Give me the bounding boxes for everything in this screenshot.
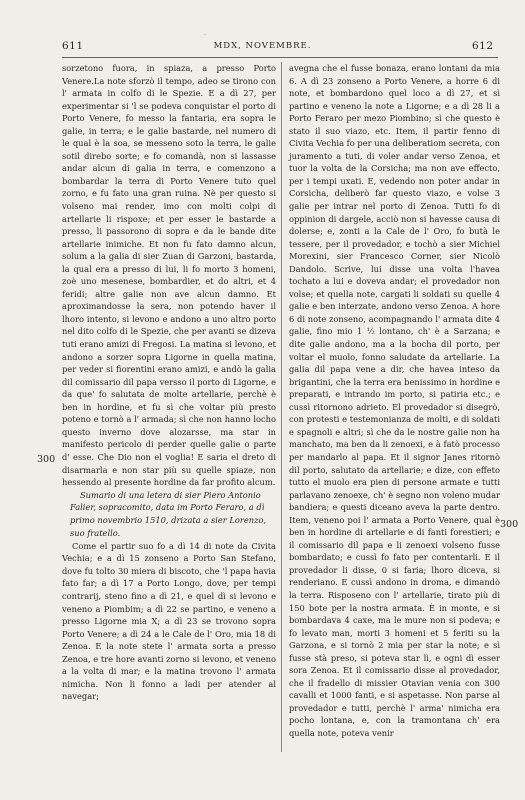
paragraph: Come el partir suo fo a dì 14 di note da Civita Vechia; e a dì 15 zonseno a Porto San Stefano, dove fu tolto 30 miera di biscoto, che 'l papa havia fato far; a dì 17 a Porto Longo, dove, per tempi contrarij, steno fino a dì 21, e quel dì si levono e veneno a Piombim; a dì 22 se partino, e veneno a presso Ligorne mia X; a dì 23 se trovono sopra Porto Venere; a dì 24 a le Cale de l' Oro, mia 18 di Zenoa. E la note stete l' armata sorta a presso Zenoa, e tre hore avanti zorno si levono, et veneno a la volta di mar; e la matina trovono l' armata nimicha. Non li fonno a ladi per atender al navegar; [62,540,276,702]
section-summary: Sumario di una letera di sier Piero Antonio Falier, sopracomito, data im Porto Feraro, a dì primo novembrio 1510, drizata a sier Lorenzo, suo fratello. [70,489,267,538]
page-mark: · [204,32,206,39]
running-title: MDX, NOVEMBRE. [213,41,312,51]
right-column [289,62,500,740]
margin-number-left: 300 [37,454,56,465]
left-column [62,62,276,703]
header-rule [62,57,498,58]
column-divider [281,62,282,752]
page-number-left: 611 [62,40,84,52]
page-header [0,40,525,56]
page-number-right: 612 [472,40,494,52]
paragraph: sorzetono fuora, in spiaza, a presso Porto Venere.La note sforzò il tempo, adeo se tirono con l' armata in colfo di le Spezie. E a dì 27, per experimentar si 'l se podeva conquistar el porto di Porto Venere, fo messo la fantaria, era sopra le galie, in terra; e le galie bastarde, nel numero di le qual è la soa, se messeno soto la terra, le galie sotil direbo sorte; e fo comandà, non si lassasse andar alcun di galia in terra, e comenzono a bombardar la terra di Porto Venere tuto quel zorno, e fu fato una gran ruina. Nè per questo si volseno mai render, imo con molti colpi di artellarie li rispoxe; et per esser le bastarde a presso, li passorono di sopra e da le bande dite artellarie inimiche. Et non fu fato damno alcun, solum a la galia di sier Zuan di Garzoni, bastarda, la qual era a presso di lui, li fo morto 3 homeni, zoè uno mesenese, bombardier, et do altri, et 4 feridi; altre galie non ave alcun damno. Et aproximandosse la sera, non potendo haver il lhoro intento, si levono e andono a uno altro porto nel dito colfo di le Spezie, che per avanti se dizeva tuti erano amizi di Fregosi. La matina si levono, et andono a sorzer sopra Ligorne in quella matina, per veder si fiorentini erano amizi, e andò la galia dil comissario dil papa versso il porto di Ligorne, e da que' fo salutata de molte artellarie, perchè è ben in hordine, et fu sì che voltar più presto poteno e tornò a l' armada; sì che non hanno locho questo inverno dove alozarsse, ma star in manifesto pericolo di perder quelle galie o parte d' esse. Che Dio non el voglia! E saria el dreto di disarmarla e non star più su quelle spiaze, non hessendo al presente hordine da far profito alcum. [62,63,276,488]
paragraph: avegna che el fusse bonaza, erano lontani da mia 6. A dì 23 zonseno a Porto Venere, a horre 6 di note, et bombardono quel loco a dì 27, et sì partino e veneno la note a Ligorne; e a dì 28 li a Porto Feraro per mezo Piombino; sì che questo è stato il suo viazo, etc. Item, il partir fenno di Civita Vechia fo per una deliberatiom secreta, con juramento a tuti, di voler andar verso Zenoa, et tuor la volta de la Corsicha; ma non ave effecto, per i tempi uxati. E, vedendo non poter andar in Corsicha, deliberò far questo viazo, e volse 3 galie per intrar nel porto di Zenoa. Tutti fo di oppinion di dargele, acciò non si havesse causa di dolerse; e, zonti a la Cale de l' Oro, fo butà le tessere, per il provedador, e tochò a sier Michiel Morexini, sier Francesco Corner, sier Nicolò Dandolo. Scrive, lui disse una volta l'havea tochato a lui e doveva andar; el provedador non volse; et quella note, cargati li soldati su quelle 4 galie e ben interzate, andono verso Zenoa. A hore 6 di note zonseno, acompagnando l' armata dite 4 galie, fino mio 1 ½ lontano, ch' è a Sarzana; e dite galie andono, ma a la bocha dil porto, per voltar el muolo, fonno saludate da artellarie. La galia dil papa vene a dir, che havea inteso da brigantini, che la terra era benissimo in hordine e preparati, e intrando im porto, si patiria etc.; e cussì ritornono adrieto. El provedador si disegrò, con protesti e testemonianza de molti, e di soldati e spagnoli e altri; sì che da le nostre galie non ha manchato, ma ben da li zenoexi, e à fatò processo per mandarlo al papa. Et il signor Janes ritornò dil porto, salutato da artellarie; e dize, con effeto tutto el muolo era pien di persone armate e tutti parlavano zenoexe, ch' è segno non voleno mudar bandiera; e questi diceano aveva la parte dentro. Item, veneno poi l' armata a Porto Venere, qual è ben in hordine di artellarie e di fanti forestieri; e il comissario dil papa e li zenoexi volseno fusse bombardato; e cussì fo fato per contentarli. E il provedador li disse, 0 si faria; lhoro diceva, si renderiano. E cussì andono in droma, e dimandò la terra. Risposeno con l' artellarie, tirato più di 150 bote per la nostra armata. È in monte, e si bombardava 4 caxe, ma le mure non si podeva; e fo levato man, morti 3 homeni et 5 feriti su la Garzona, e si tornò 2 mia per star la note; e sì fusse stà preso, si poteva star lì, e ogni dì esser sora Zenoa. Et il comissario disse al provedador, che il fradello di missier Otavian venia con 300 cavalli et 1000 fanti, e si aspetasse. Non parse al provedador e tutti, perchè l' arma' nimicha era pocho lontana, e, con la tramontana ch' era quella note, poteva venir [289,63,500,738]
margin-number-right: 300 [500,519,519,530]
